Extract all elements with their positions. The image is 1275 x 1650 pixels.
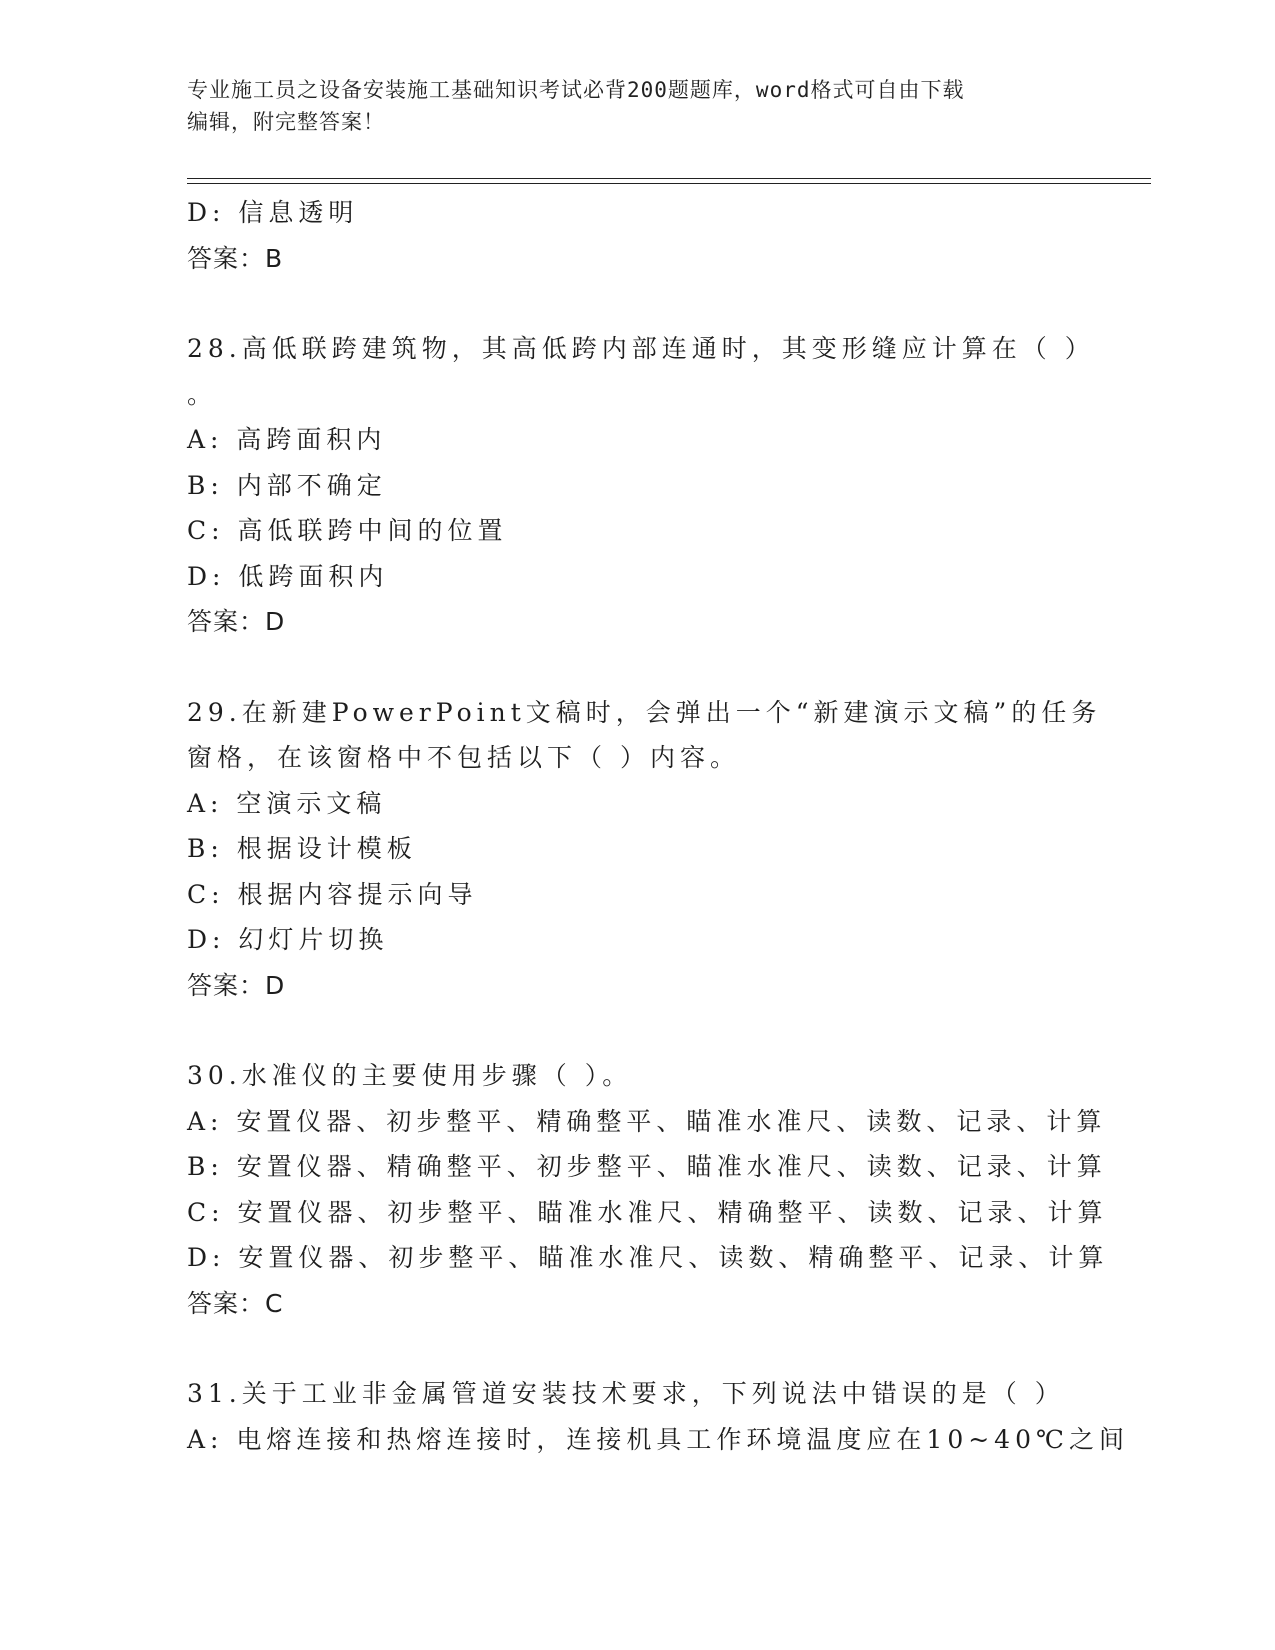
header-rule-bottom: [187, 183, 1151, 184]
q29-option-b: B: 根据设计模板: [187, 834, 417, 863]
q29-option-d: D: 幻灯片切换: [187, 925, 389, 954]
q30-stem-line-1: 30.水准仪的主要使用步骤（ ）。: [187, 1061, 633, 1090]
q29-option-a: A: 空演示文稿: [187, 788, 387, 818]
header-line-2: 编辑，附完整答案！: [187, 110, 385, 134]
q27-option-d: D: 信息透明: [187, 198, 359, 227]
q29-stem-line-2: 窗格，在该窗格中不包括以下（ ）内容。: [187, 743, 740, 772]
q30-answer: 答案：C: [187, 1288, 284, 1318]
q28-option-b: B: 内部不确定: [187, 470, 387, 500]
q30-option-d: D: 安置仪器、初步整平、瞄准水准尺、读数、精确整平、记录、计算: [187, 1243, 1109, 1272]
q28-option-a: A: 高跨面积内: [187, 425, 387, 454]
spacer: [187, 1008, 1087, 1053]
q28-stem-line-1: 28.高低联跨建筑物，其高低跨内部连通时，其变形缝应计算在（ ）: [187, 334, 1095, 363]
document-header: [187, 74, 1087, 138]
q30-option-a: A: 安置仪器、初步整平、精确整平、瞄准水准尺、读数、记录、计算: [187, 1106, 1107, 1136]
q28-answer: 答案：D: [187, 607, 286, 636]
q29-option-c: C: 根据内容提示向导: [187, 879, 478, 909]
spacer: [187, 1326, 1087, 1371]
q29-stem-line-1: 29.在新建PowerPoint文稿时，会弹出一个“新建演示文稿”的任务: [187, 697, 1102, 727]
q28-option-c: C: 高低联跨中间的位置: [187, 516, 508, 545]
spacer: [187, 645, 1087, 690]
q27-answer: 答案：B: [187, 243, 284, 273]
q30-option-b: B: 安置仪器、精确整平、初步整平、瞄准水准尺、读数、记录、计算: [187, 1152, 1107, 1181]
q31-option-a: A: 电熔连接和热熔连接时，连接机具工作环境温度应在10~40℃之间: [187, 1424, 1129, 1454]
q28-option-d: D: 低跨面积内: [187, 561, 389, 591]
q28-stem-line-2: 。: [187, 379, 218, 409]
q30-option-c: C: 安置仪器、初步整平、瞄准水准尺、精确整平、读数、记录、计算: [187, 1197, 1108, 1227]
document-body: [187, 190, 1129, 1462]
header-line-1: 专业施工员之设备安装施工基础知识考试必背200题题库，word格式可自由下载: [187, 78, 965, 102]
q29-answer: 答案：D: [187, 970, 286, 1000]
spacer: [187, 281, 1087, 326]
header-rule-top: [187, 178, 1151, 179]
q31-stem-line-1: 31.关于工业非金属管道安装技术要求，下列说法中错误的是（ ）: [187, 1379, 1065, 1408]
